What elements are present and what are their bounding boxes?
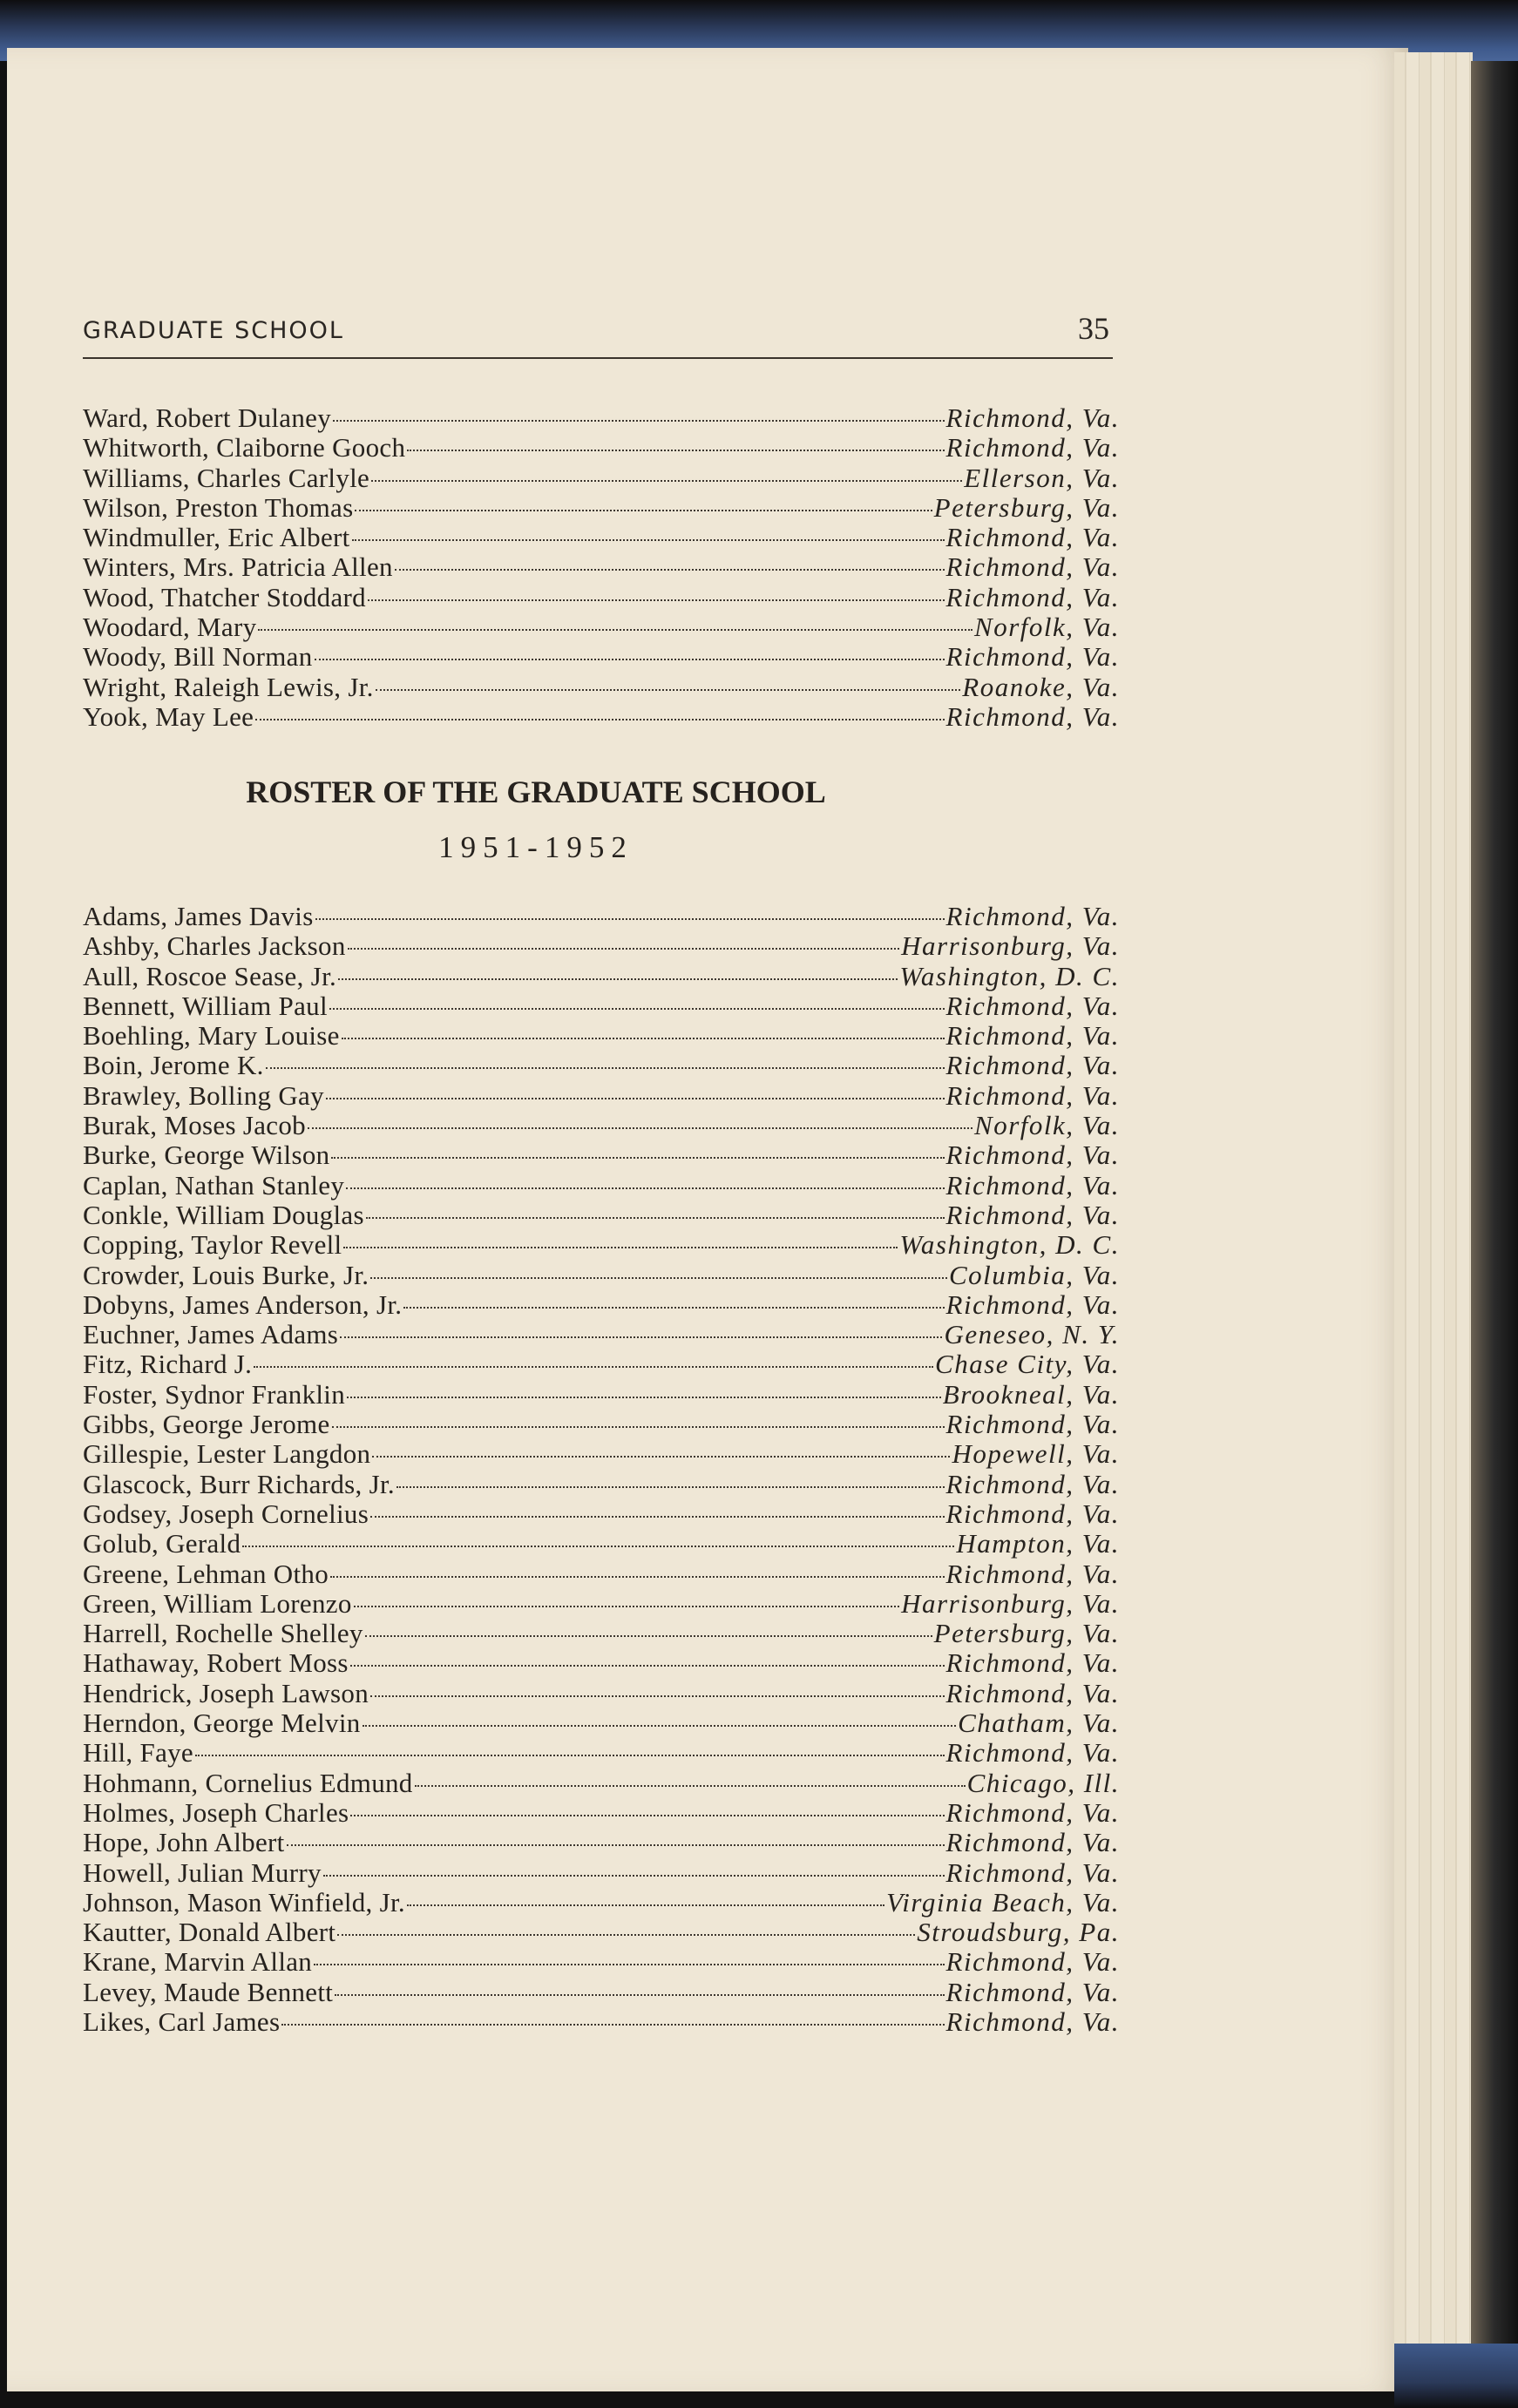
dot-leader <box>372 1449 950 1458</box>
dot-leader <box>343 1240 898 1248</box>
dot-leader <box>254 1359 933 1368</box>
dot-leader <box>355 503 932 511</box>
student-name: Boehling, Mary Louise <box>83 1020 340 1052</box>
hometown: Harrisonburg, Va. <box>901 930 1120 962</box>
dot-leader <box>396 1479 945 1488</box>
student-name: Hathaway, Robert Moss <box>83 1647 349 1679</box>
student-name: Bennett, William Paul <box>83 990 328 1021</box>
dot-leader <box>346 1180 944 1189</box>
list-item <box>83 991 1120 1021</box>
list-item <box>83 1559 1120 1589</box>
student-name: Ashby, Charles Jackson <box>83 930 346 962</box>
dot-leader <box>342 1031 945 1039</box>
dot-leader <box>329 1001 945 1010</box>
dot-leader <box>315 652 945 660</box>
hometown: Richmond, Va. <box>945 2006 1120 2037</box>
dot-leader <box>333 413 945 422</box>
student-name: Burke, George Wilson <box>83 1140 330 1171</box>
hometown: Richmond, Va. <box>945 1558 1120 1589</box>
hometown: Richmond, Va. <box>945 1079 1120 1111</box>
dot-leader <box>315 911 945 920</box>
list-item <box>83 962 1120 991</box>
dot-leader <box>376 682 961 691</box>
hometown: Richmond, Va. <box>945 1020 1120 1052</box>
dot-leader <box>323 1868 945 1877</box>
list-item <box>83 902 1120 931</box>
hometown: Virginia Beach, Va. <box>886 1886 1120 1918</box>
student-name: Caplan, Nathan Stanley <box>83 1169 345 1201</box>
student-name: Burak, Moses Jacob <box>83 1110 306 1141</box>
list-item <box>83 1529 1120 1559</box>
student-name: Adams, James Davis <box>83 901 314 931</box>
dot-leader <box>368 592 945 601</box>
hometown: Richmond, Va. <box>945 1169 1120 1201</box>
list-item <box>83 493 1120 523</box>
student-name: Greene, Lehman Otho <box>83 1558 329 1589</box>
list-item <box>83 1918 1120 1947</box>
list-item <box>83 1201 1120 1230</box>
list-item <box>83 642 1120 672</box>
hometown: Richmond, Va. <box>945 641 1120 673</box>
dot-leader <box>314 1957 944 1965</box>
hometown: Norfolk, Va. <box>974 1110 1120 1141</box>
list-item <box>83 1051 1120 1080</box>
student-name: Conkle, William Douglas <box>83 1199 364 1230</box>
dot-leader <box>308 1120 972 1129</box>
student-name: Wilson, Preston Thomas <box>83 491 354 523</box>
hometown: Geneseo, N. Y. <box>944 1319 1120 1350</box>
list-item <box>83 673 1120 702</box>
hometown: Hampton, Va. <box>956 1528 1120 1559</box>
student-name: Wright, Raleigh Lewis, Jr. <box>83 671 374 702</box>
list-item <box>83 1171 1120 1201</box>
list-item <box>83 1858 1120 1888</box>
dot-leader <box>370 1688 945 1697</box>
list-item <box>83 552 1120 582</box>
dot-leader <box>352 532 945 541</box>
hometown: Richmond, Va. <box>945 1140 1120 1171</box>
list-item <box>83 1978 1120 2007</box>
dot-leader <box>370 1509 944 1518</box>
hometown: Richmond, Va. <box>945 990 1120 1021</box>
student-name: Yook, May Lee <box>83 700 254 732</box>
hometown: Ellerson, Va. <box>964 462 1120 493</box>
list-item <box>83 612 1120 642</box>
hometown: Richmond, Va. <box>945 402 1120 433</box>
list-item <box>83 1589 1120 1619</box>
hometown: Harrisonburg, Va. <box>901 1587 1120 1619</box>
list-item <box>83 1290 1120 1320</box>
student-name: Holmes, Joseph Charles <box>83 1796 349 1828</box>
hometown: Richmond, Va. <box>945 1737 1120 1769</box>
running-head-title: GRADUATE SCHOOL <box>83 317 344 344</box>
dot-leader <box>258 622 972 631</box>
student-name: Gibbs, George Jerome <box>83 1409 330 1440</box>
dot-leader <box>281 2017 944 2026</box>
hometown: Washington, D. C. <box>899 1229 1120 1261</box>
continued-student-list <box>83 403 1120 732</box>
dot-leader <box>370 1270 947 1279</box>
hometown: Richmond, Va. <box>945 581 1120 612</box>
hometown: Chicago, Ill. <box>966 1767 1120 1798</box>
hometown: Richmond, Va. <box>945 1409 1120 1440</box>
header-rule <box>83 357 1113 359</box>
list-item <box>83 523 1120 552</box>
roster-years: 1951-1952 <box>438 830 634 864</box>
dot-leader <box>363 1718 957 1727</box>
student-name: Kautter, Donald Albert <box>83 1917 336 1948</box>
list-item <box>83 1439 1120 1469</box>
dot-leader <box>255 712 944 720</box>
list-item <box>83 2007 1120 2037</box>
student-name: Winters, Mrs. Patricia Allen <box>83 551 393 583</box>
student-name: Hendrick, Joseph Lawson <box>83 1677 369 1708</box>
student-name: Whitworth, Claiborne Gooch <box>83 432 406 463</box>
list-item <box>83 1947 1120 1977</box>
list-item <box>83 1081 1120 1111</box>
hometown: Washington, D. C. <box>899 960 1120 991</box>
hometown: Richmond, Va. <box>945 432 1120 463</box>
hometown: Richmond, Va. <box>945 522 1120 553</box>
hometown: Richmond, Va. <box>945 1647 1120 1679</box>
dot-leader <box>366 1210 945 1219</box>
page-stack-edges <box>1394 52 1473 2352</box>
list-item <box>83 1769 1120 1798</box>
dot-leader <box>415 1778 966 1787</box>
hometown: Richmond, Va. <box>945 1468 1120 1499</box>
student-name: Euchner, James Adams <box>83 1319 339 1350</box>
dot-leader <box>348 941 900 950</box>
student-name: Levey, Maude Bennett <box>83 1976 334 2007</box>
dot-leader <box>266 1060 945 1069</box>
student-name: Harrell, Rochelle Shelley <box>83 1618 363 1649</box>
dot-leader <box>335 1987 944 1996</box>
hometown: Richmond, Va. <box>945 1677 1120 1708</box>
list-item <box>83 403 1120 433</box>
list-item <box>83 1648 1120 1678</box>
dot-leader <box>340 1329 942 1338</box>
dot-leader <box>242 1539 954 1547</box>
student-name: Howell, Julian Murry <box>83 1857 322 1888</box>
list-item <box>83 1140 1120 1170</box>
hometown: Roanoke, Va. <box>962 671 1120 702</box>
list-item <box>83 1738 1120 1768</box>
dot-leader <box>347 1390 941 1398</box>
student-name: Golub, Gerald <box>83 1528 241 1559</box>
hometown: Richmond, Va. <box>945 1827 1120 1858</box>
list-item <box>83 1888 1120 1918</box>
student-name: Williams, Charles Carlyle <box>83 462 370 493</box>
student-name: Woody, Bill Norman <box>83 641 313 673</box>
list-item <box>83 1111 1120 1140</box>
list-item <box>83 1499 1120 1529</box>
dot-leader <box>287 1837 945 1846</box>
student-name: Wood, Thatcher Stoddard <box>83 581 366 612</box>
dot-leader <box>350 1808 944 1816</box>
roster-student-list <box>83 902 1120 2037</box>
student-name: Woodard, Mary <box>83 612 257 643</box>
student-name: Hohmann, Cornelius Edmund <box>83 1767 413 1798</box>
dot-leader <box>332 1419 945 1428</box>
hometown: Richmond, Va. <box>945 1498 1120 1529</box>
list-item <box>83 1021 1120 1051</box>
hometown: Stroudsburg, Pa. <box>917 1917 1120 1948</box>
student-name: Windmuller, Eric Albert <box>83 522 350 553</box>
list-item <box>83 1619 1120 1648</box>
hometown: Columbia, Va. <box>948 1259 1120 1290</box>
dot-leader <box>338 971 898 980</box>
list-item <box>83 1349 1120 1379</box>
student-name: Hope, John Albert <box>83 1827 285 1858</box>
hometown: Petersburg, Va. <box>933 491 1120 523</box>
list-item <box>83 1410 1120 1439</box>
dot-leader <box>407 443 944 451</box>
list-item <box>83 1380 1120 1410</box>
list-item <box>83 1679 1120 1708</box>
dot-leader <box>330 1569 945 1578</box>
student-name: Crowder, Louis Burke, Jr. <box>83 1259 369 1290</box>
list-item <box>83 1708 1120 1738</box>
dot-leader <box>337 1927 915 1936</box>
dot-leader <box>407 1897 884 1906</box>
student-name: Likes, Carl James <box>83 2006 281 2037</box>
running-head <box>83 310 1120 354</box>
page-number: 35 <box>1078 311 1109 346</box>
list-item <box>83 931 1120 961</box>
student-name: Glascock, Burr Richards, Jr. <box>83 1468 395 1499</box>
student-name: Johnson, Mason Winfield, Jr. <box>83 1886 405 1918</box>
hometown: Hopewell, Va. <box>952 1438 1120 1470</box>
dot-leader <box>403 1300 944 1309</box>
list-item <box>83 1261 1120 1290</box>
hometown: Brookneal, Va. <box>942 1378 1120 1410</box>
hometown: Richmond, Va. <box>945 1857 1120 1888</box>
student-name: Gillespie, Lester Langdon <box>83 1438 371 1470</box>
hometown: Richmond, Va. <box>945 700 1120 732</box>
hometown: Richmond, Va. <box>945 901 1120 931</box>
student-name: Foster, Sydnor Franklin <box>83 1378 346 1410</box>
dot-leader <box>365 1628 932 1637</box>
hometown: Norfolk, Va. <box>974 612 1120 643</box>
hometown: Richmond, Va. <box>945 1050 1120 1081</box>
student-name: Godsey, Joseph Cornelius <box>83 1498 369 1529</box>
student-name: Boin, Jerome K. <box>83 1050 264 1081</box>
hometown: Richmond, Va. <box>945 1946 1120 1978</box>
student-name: Green, William Lorenzo <box>83 1587 352 1619</box>
roster-title: ROSTER OF THE GRADUATE SCHOOL <box>246 774 826 809</box>
dot-leader <box>371 473 962 482</box>
dot-leader <box>395 562 945 571</box>
hometown: Chase City, Va. <box>935 1349 1120 1380</box>
list-item <box>83 1230 1120 1260</box>
list-item <box>83 1470 1120 1499</box>
hometown: Richmond, Va. <box>945 1976 1120 2007</box>
student-name: Brawley, Bolling Gay <box>83 1079 324 1111</box>
dot-leader <box>326 1091 945 1099</box>
hometown: Richmond, Va. <box>945 551 1120 583</box>
student-name: Ward, Robert Dulaney <box>83 402 331 433</box>
book-cover-bottom-edge <box>1394 2344 1518 2408</box>
student-name: Fitz, Richard J. <box>83 1349 253 1380</box>
student-name: Dobyns, James Anderson, Jr. <box>83 1289 403 1320</box>
student-name: Aull, Roscoe Sease, Jr. <box>83 960 337 991</box>
list-item <box>83 463 1120 493</box>
dot-leader <box>354 1599 900 1607</box>
list-item <box>83 1320 1120 1349</box>
hometown: Richmond, Va. <box>945 1289 1120 1320</box>
list-item <box>83 433 1120 463</box>
student-name: Krane, Marvin Allan <box>83 1946 313 1978</box>
dot-leader <box>350 1658 945 1667</box>
book-binding <box>1471 61 1518 2408</box>
list-item <box>83 583 1120 612</box>
student-name: Hill, Faye <box>83 1737 193 1769</box>
hometown: Richmond, Va. <box>945 1199 1120 1230</box>
dot-leader <box>195 1748 945 1756</box>
list-item <box>83 1798 1120 1828</box>
student-name: Herndon, George Melvin <box>83 1708 361 1739</box>
student-name: Copping, Taylor Revell <box>83 1229 342 1261</box>
hometown: Richmond, Va. <box>945 1796 1120 1828</box>
list-item <box>83 702 1120 732</box>
hometown: Chatham, Va. <box>958 1708 1120 1739</box>
list-item <box>83 1828 1120 1857</box>
dot-leader <box>331 1150 944 1159</box>
hometown: Petersburg, Va. <box>933 1618 1120 1649</box>
